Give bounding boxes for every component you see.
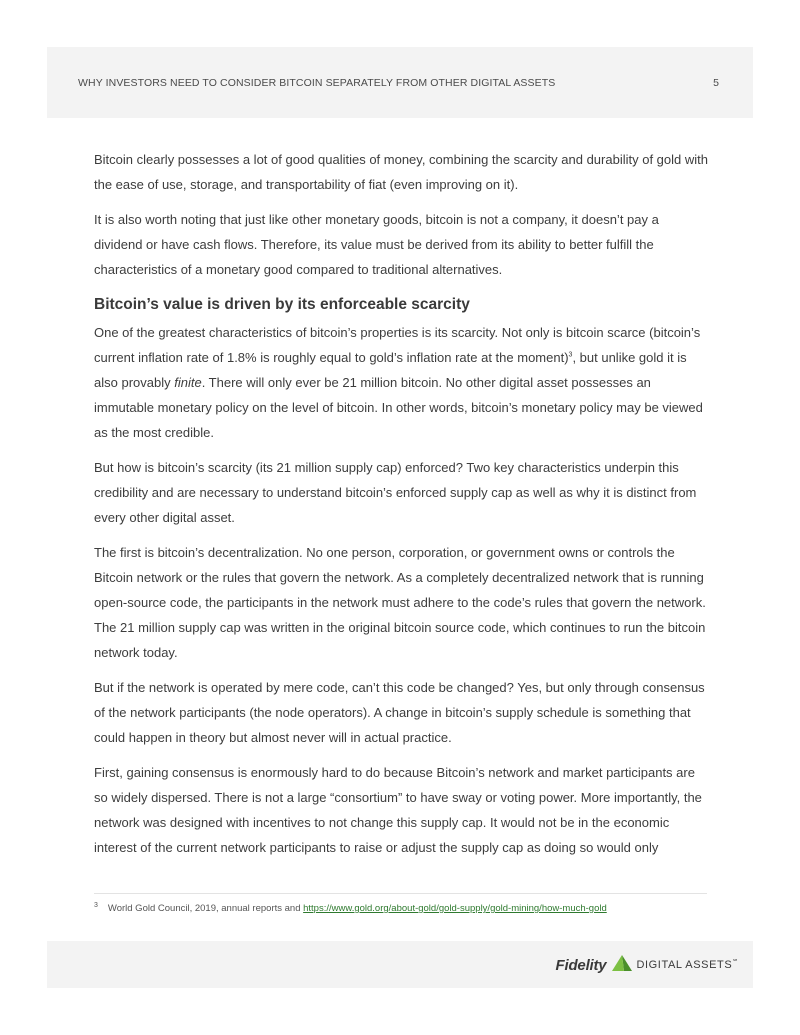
section-heading: Bitcoin’s value is driven by its enforceable scarcity [94,296,470,313]
fidelity-digital-assets-logo [556,955,739,975]
logo-subtitle-text: DIGITAL ASSETS [636,959,733,971]
paragraph-7: First, gaining consensus is enormously hard to do because Bitcoin’s network and market participants are so widely dispersed. There is not a large “consortium” to have sway or voting power. More importantly, the network was designed with incentives to not change this supply cap. It would not be in the economic interest of the current network participants to raise or adjust the supply cap as doing so would only [94,765,702,855]
page-footer [47,941,753,988]
running-header-title: WHY INVESTORS NEED TO CONSIDER BITCOIN SEPARATELY FROM OTHER DIGITAL ASSETS [78,77,556,89]
paragraph-3-part-a: One of the greatest characteristics of bitcoin’s properties is its scarcity. Not only is bitcoin scarce (bitcoin’s current inflation rate of 1.8% is roughly equal to gold’s inflation rate at the moment) [94,325,701,365]
footnote-number: 3 [94,902,98,909]
emphasis-finite: finite [174,375,202,390]
main-content [94,147,710,870]
logo-trademark: ℠ [732,959,739,966]
page-header [47,47,753,118]
footnote [94,902,607,914]
paragraph-4: But how is bitcoin’s scarcity (its 21 million supply cap) enforced? Two key characteristics underpin this credibility and are necessary to understand bitcoin’s enforced supply cap as well as why it is distinct from every other digital asset. [94,460,697,525]
logo-wordmark: Fidelity [555,956,607,974]
paragraph-3 [94,320,710,445]
paragraph-6: But if the network is operated by mere code, can’t this code be changed? Yes, but only through consensus of the network participants (the node operators). A change in bitcoin’s supply schedule is something that could happen in theory but almost never will in actual practice. [94,680,705,745]
paragraph-3-part-b: , but unlike gold it is also provably [94,350,687,390]
page-number: 5 [713,77,719,89]
footnote-link[interactable]: https://www.gold.org/about-gold/gold-supply/gold-mining/how-much-gold [303,903,607,915]
footnote-reference[interactable]: 3 [568,351,573,359]
pyramid-logo-icon [612,955,632,976]
paragraph-2: It is also worth noting that just like other monetary goods, bitcoin is not a company, it doesn’t pay a dividend or have cash flows. Therefore, its value must be derived from its ability to better fulfill the characteristics of a monetary good compared to traditional alternatives. [94,212,659,277]
footnote-text: World Gold Council, 2019, annual reports and [107,903,304,915]
paragraph-1: Bitcoin clearly possesses a lot of good qualities of money, combining the scarcity and durability of gold with the ease of use, storage, and transportability of fiat (even improving on it). [94,152,708,192]
logo-subtitle [636,959,739,971]
paragraph-3-part-c: . There will only ever be 21 million bitcoin. No other digital asset possesses an immutable monetary policy on the level of bitcoin. In other words, bitcoin’s monetary policy may be viewed as the most credible. [94,375,703,440]
footnote-divider [94,893,707,894]
paragraph-5: The first is bitcoin’s decentralization. No one person, corporation, or government owns or controls the Bitcoin network or the rules that govern the network. As a completely decentralized network that is running open-source code, the participants in the network must adhere to the code’s rules that govern the network. The 21 million supply cap was written in the original bitcoin source code, which continues to run the bitcoin network today. [94,545,706,660]
